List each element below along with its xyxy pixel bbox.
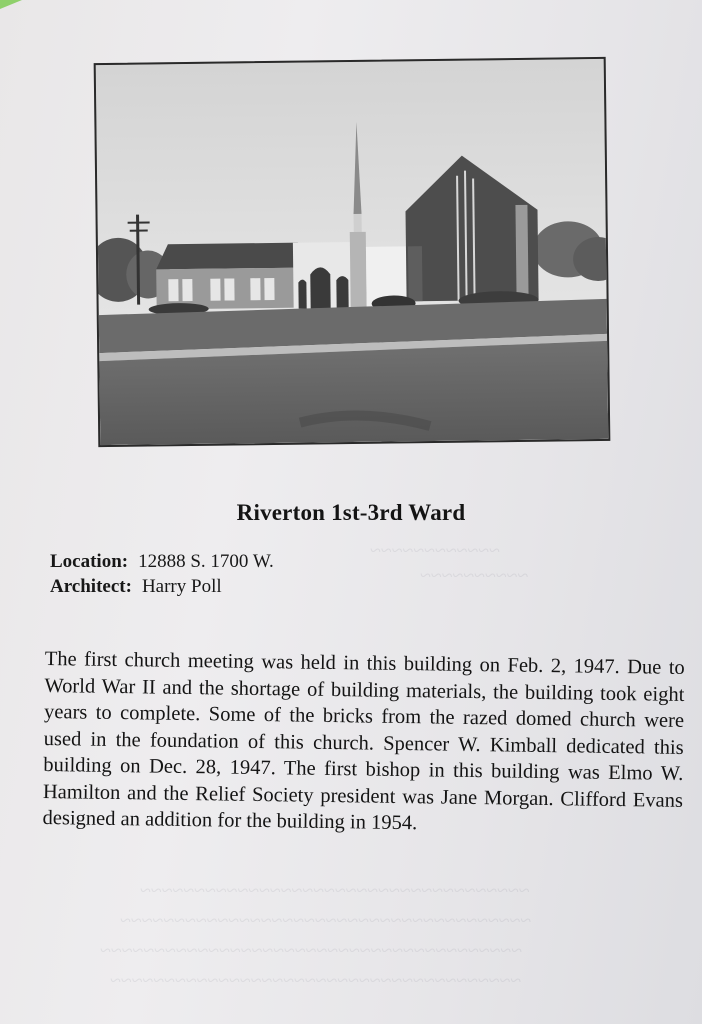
location-line — [50, 551, 274, 573]
architect-line — [50, 576, 222, 598]
history-paragraph: The first church meeting was held in this building on Feb. 2, 1947. Due to World War II and the shortage of building materials, the building took eight years to complete. Some of the bricks from the razed domed church were used in the foundation of this church. Spencer W. Kimball dedicated this building on Dec. 28, 1947. The first bishop in this building was Elmo W. Hamilton and the Relief Society president was Jane Morgan. Clifford Evans designed an addition for the building in 1954. — [42, 647, 685, 834]
architect-label: Architect: — [50, 576, 132, 597]
bleed-through-text: ~~~~~~~~~~~~~~~~~~~~~~~~~~~~~~~~~~~~~~~ — [100, 940, 522, 962]
church-photo — [94, 57, 611, 447]
page-title: Riverton 1st-3rd Ward — [236, 500, 466, 525]
location-value: 12888 S. 1700 W. — [138, 551, 274, 572]
bleed-through-text: ~~~~~~~~~~ — [420, 565, 529, 587]
church-photo-graphic — [96, 59, 609, 445]
location-label: Location: — [50, 551, 129, 572]
bleed-through-text: ~~~~~~~~~~~~ — [370, 540, 500, 562]
architect-value: Harry Poll — [141, 576, 222, 597]
bleed-through-text: ~~~~~~~~~~~~~~~~~~~~~~~~~~~~~~~~~~~~ — [140, 880, 530, 902]
bleed-through-text: ~~~~~~~~~~~~~~~~~~~~~~~~~~~~~~~~~~~~~~ — [110, 970, 522, 992]
page-corner — [0, 0, 22, 9]
bleed-through-text: ~~~~~~~~~~~~~~~~~~~~~~~~~~~~~~~~~~~~~~ — [120, 910, 532, 932]
